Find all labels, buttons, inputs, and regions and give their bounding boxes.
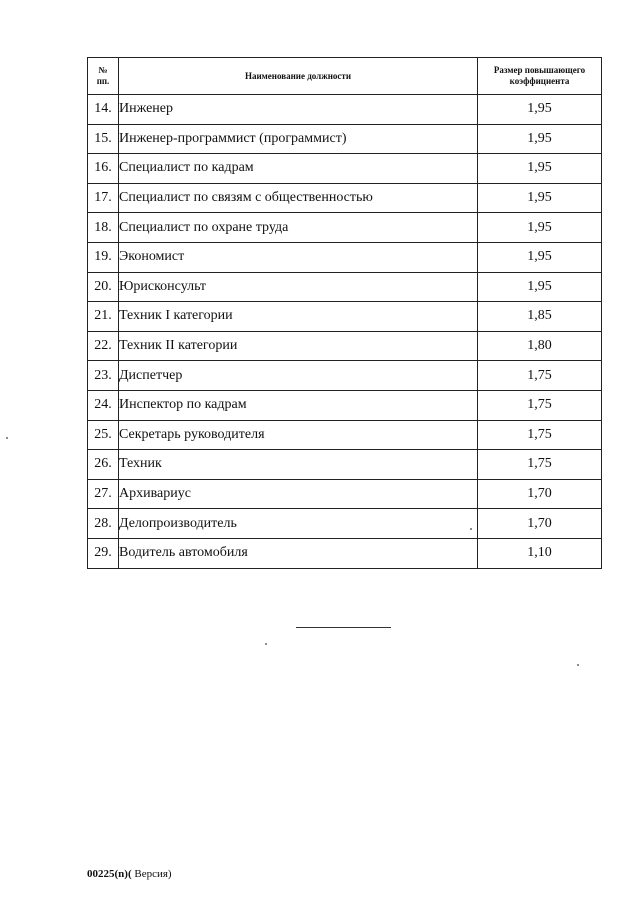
row-position-name: Экономист xyxy=(119,242,478,272)
footer-code: 00225(n)( xyxy=(87,868,132,880)
table-row xyxy=(88,242,602,272)
row-coefficient: 1,70 xyxy=(478,509,602,539)
scan-speck xyxy=(470,528,472,530)
row-position-name: Техник II категории xyxy=(119,331,478,361)
positions-table xyxy=(87,57,602,569)
table-row xyxy=(88,479,602,509)
row-number: 16. xyxy=(88,154,119,184)
table-row xyxy=(88,450,602,480)
row-number: 20. xyxy=(88,272,119,302)
row-number: 29. xyxy=(88,538,119,568)
row-number: 14. xyxy=(88,95,119,125)
table-row xyxy=(88,361,602,391)
row-position-name: Юрисконсульт xyxy=(119,272,478,302)
row-coefficient: 1,95 xyxy=(478,95,602,125)
row-number: 23. xyxy=(88,361,119,391)
table-row xyxy=(88,302,602,332)
row-coefficient: 1,95 xyxy=(478,213,602,243)
row-number: 15. xyxy=(88,124,119,154)
row-coefficient: 1,75 xyxy=(478,450,602,480)
document-footer xyxy=(87,868,172,880)
table-row xyxy=(88,154,602,184)
table-row xyxy=(88,183,602,213)
row-coefficient: 1,95 xyxy=(478,183,602,213)
table-row xyxy=(88,213,602,243)
row-number: 17. xyxy=(88,183,119,213)
row-position-name: Инспектор по кадрам xyxy=(119,390,478,420)
row-coefficient: 1,80 xyxy=(478,331,602,361)
table-body xyxy=(88,95,602,569)
row-coefficient: 1,10 xyxy=(478,538,602,568)
header-position-name: Наименование должности xyxy=(119,58,478,95)
row-position-name: Секретарь руководителя xyxy=(119,420,478,450)
row-position-name: Инженер xyxy=(119,95,478,125)
row-position-name: Техник xyxy=(119,450,478,480)
row-position-name: Специалист по кадрам xyxy=(119,154,478,184)
row-coefficient: 1,75 xyxy=(478,390,602,420)
row-number: 26. xyxy=(88,450,119,480)
row-position-name: Водитель автомобиля xyxy=(119,538,478,568)
row-coefficient: 1,95 xyxy=(478,124,602,154)
row-coefficient: 1,95 xyxy=(478,154,602,184)
footer-version-label: Версия) xyxy=(131,868,172,880)
table-row xyxy=(88,272,602,302)
table-row xyxy=(88,95,602,125)
row-position-name: Техник I категории xyxy=(119,302,478,332)
table-row xyxy=(88,331,602,361)
table-header-row xyxy=(88,58,602,95)
row-number: 27. xyxy=(88,479,119,509)
row-position-name: Специалист по связям с общественностью xyxy=(119,183,478,213)
table-row xyxy=(88,390,602,420)
row-coefficient: 1,75 xyxy=(478,361,602,391)
row-number: 22. xyxy=(88,331,119,361)
row-coefficient: 1,70 xyxy=(478,479,602,509)
scan-speck xyxy=(6,437,8,439)
row-number: 28. xyxy=(88,509,119,539)
row-coefficient: 1,85 xyxy=(478,302,602,332)
row-number: 24. xyxy=(88,390,119,420)
row-coefficient: 1,75 xyxy=(478,420,602,450)
row-position-name: Архивариус xyxy=(119,479,478,509)
row-number: 19. xyxy=(88,242,119,272)
row-number: 18. xyxy=(88,213,119,243)
row-coefficient: 1,95 xyxy=(478,242,602,272)
row-number: 25. xyxy=(88,420,119,450)
row-position-name: Делопроизводитель xyxy=(119,509,478,539)
header-number: № пп. xyxy=(88,58,119,95)
scan-speck xyxy=(577,664,579,666)
scan-speck xyxy=(265,643,267,645)
table-row xyxy=(88,124,602,154)
end-divider-line xyxy=(296,627,391,628)
row-number: 21. xyxy=(88,302,119,332)
table-row xyxy=(88,538,602,568)
row-coefficient: 1,95 xyxy=(478,272,602,302)
table-row xyxy=(88,420,602,450)
row-position-name: Диспетчер xyxy=(119,361,478,391)
row-position-name: Инженер-программист (программист) xyxy=(119,124,478,154)
header-coefficient: Размер повышающего коэффициента xyxy=(478,58,602,95)
row-position-name: Специалист по охране труда xyxy=(119,213,478,243)
table-row xyxy=(88,509,602,539)
